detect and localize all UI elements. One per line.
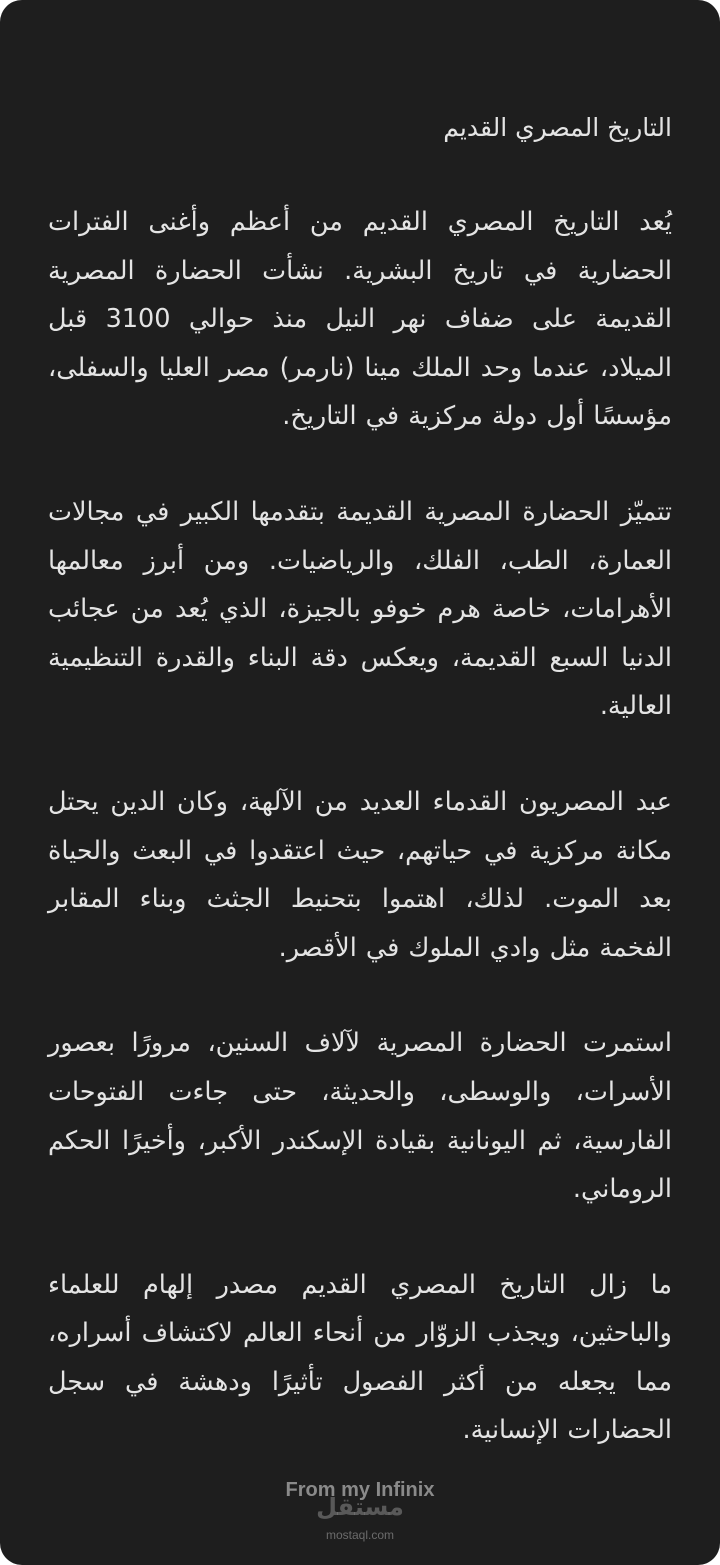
note-title: التاريخ المصري القديم: [443, 113, 672, 142]
note-paragraph-3: عبد المصريون القدماء العديد من الآلهة، وكان الدين يحتل مكانة مركزية في حياتهم، حيث اعتقدوا في البعث والحياة بعد الموت. لذلك، اهتموا بتحنيط الجثث وبناء المقابر الفخمة مثل وادي الملوك في الأقصر.: [48, 786, 672, 963]
note-body[interactable]: [48, 104, 672, 1502]
watermark-url: mostaql.com: [325, 1528, 395, 1542]
note-paragraph-1: يُعد التاريخ المصري القديم من أعظم وأغنى الفترات الحضارية في تاريخ البشرية. نشأت الحضارة المصرية القديمة على ضفاف نهر النيل منذ حوالي 3100 قبل الميلاد، عندما وحد الملك مينا (نارمر) مصر العليا والسفلى، مؤسسًا أول دولة مركزية في التاريخ.: [48, 207, 672, 432]
note-paragraph-2: تتميّز الحضارة المصرية القديمة بتقدمها الكبير في مجالات العمارة، الطب، الفلك، والرياضيات. ومن أبرز معالمها الأهرامات، خاصة هرم خوفو بالجيزة، الذي يُعد من عجائب الدنيا السبع القديمة، ويعكس دقة البناء والقدرة التنظيمية العالية.: [48, 496, 672, 722]
note-paragraph-5: ما زال التاريخ المصري القديم مصدر إلهام للعلماء والباحثين، ويجذب الزوّار من أنحاء العالم لاكتشاف أسراره، مما يجعله من أكثر الفصول تأثيرًا ودهشة في سجل الحضارات الإنسانية.: [48, 1269, 672, 1446]
note-paragraph-4: استمرت الحضارة المصرية لآلاف السنين، مرورًا بعصور الأسرات، والوسطى، والحديثة، حتى جاءت الفتوحات الفارسية، ثم اليونانية بقيادة الإسكندر الأكبر، وأخيرًا الحكم الروماني.: [48, 1028, 672, 1205]
watermark-logo: مستقل: [316, 1493, 404, 1521]
footer: [0, 1476, 720, 1542]
device-signature: From my Infinix: [285, 1479, 435, 1501]
